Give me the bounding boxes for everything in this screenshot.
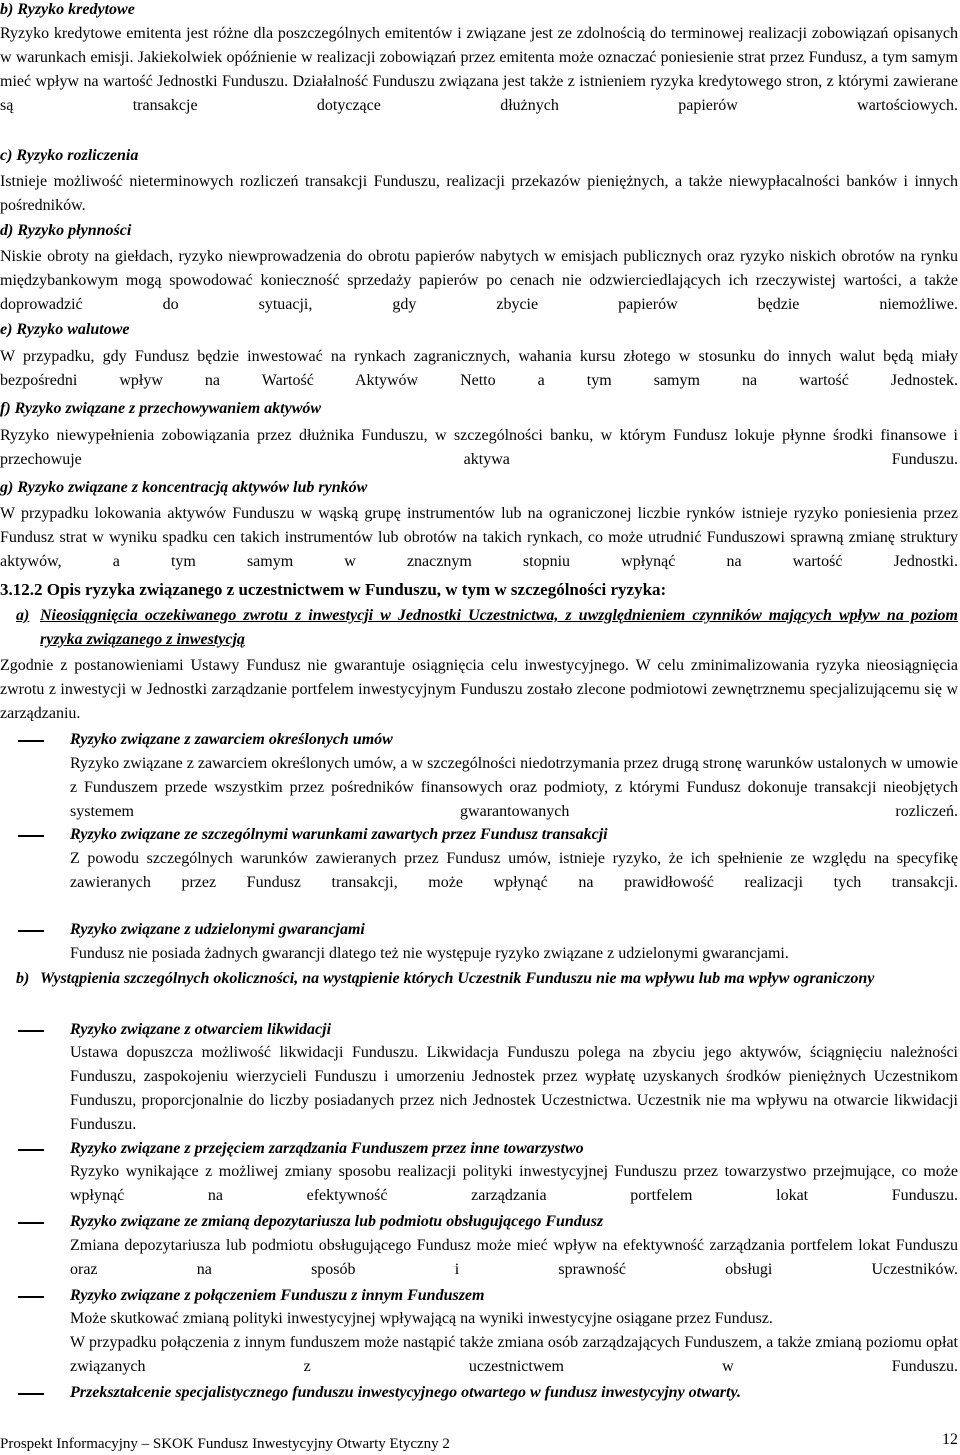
paragraph-concentration-risk: W przypadku lokowania aktywów Funduszu w wąską grupę instrumentów lub na ograniczonej liczbie rynków istnieje ryzyko poniesienia przez Fundusz strat w wyniku spadku cen takich instrumentów lub obrotów na takich rynkach, co może utrudnić Funduszowi sprawną zmianę struktury aktywów, a tym samym w znacznym stopniu wpłynąć na wartość Jednostki. (0, 505, 958, 570)
item-text-contracts: Ryzyko związane z zawarciem określonych umów, a w szczególności niedotrzymania przez drugą stronę warunków ustalonych w umowie z Funduszem przede wszystkim przez pośredników finansowych oraz podmioty, z którymi Fundusz dokonuje transakcji nieobjętych systemem gwarantowanych rozliczeń. (70, 755, 958, 820)
section-heading-3-12-2 (0, 578, 958, 602)
item-title-special-conditions: Ryzyko związane ze szczególnymi warunkami zawartych przez Fundusz transakcji (70, 826, 608, 843)
dash-bullet (18, 1222, 44, 1224)
paragraph-liquidity-risk: Niskie obroty na giełdach, ryzyko niewprowadzenia do obrotu papierów nabytych w emisjach publicznych oraz ryzyko niskich obrotów na rynku międzybankowym mogą spowodować konieczność sprzedaży papierów po cenach nie odzwierciedlających ich rzeczywistej wartości, a także doprowadzić do sytuacji, gdy zbycie papierów będzie niemożliwe. (0, 248, 958, 313)
footer-document-title: Prospekt Informacyjny – SKOK Fundusz Inwestycyjny Otwarty Etyczny 2 (0, 1436, 450, 1452)
dash-bullet (18, 1030, 44, 1032)
dash-bullet (18, 1149, 44, 1151)
paragraph-custody-risk: Ryzyko niewypełnienia zobowiązania przez dłużnika Funduszu, w szczególności banku, w którym Fundusz lokuje płynne środki finansowe i przechowuje aktywa Funduszu. (0, 427, 958, 468)
subsection-b-label: b) (16, 970, 30, 987)
item-title-merger: Ryzyko związane z połączeniem Funduszu z innym Funduszem (70, 1287, 485, 1304)
item-title-transformation: Przekształcenie specjalistycznego funduszu inwestycyjnego otwartego w fundusz inwestycyjny otwarty. (70, 1384, 741, 1401)
item-text-special-conditions: Z powodu szczególnych warunków zawieranych przez Fundusz umów, istnieje ryzyko, że ich spełnienie ze względu na specyfikę zawieranych przez Fundusz transakcji, może wpłynąć na prawidłowość realizacji tych transakcji. (70, 850, 958, 891)
section-number: 3.12.2 (0, 580, 43, 599)
paragraph-credit-risk: Ryzyko kredytowe emitenta jest różne dla poszczególnych emitentów i związane jest ze zdolnością do terminowej realizacji zobowiązań opisanych w warunkach emisji. Jakiekolwiek opóźnienie w realizacji zobowiązań przez emitenta może oznaczać poniesienie strat przez Fundusz, a tym samym mieć wpływ na wartość Jednostki Funduszu. Działalność Funduszu związana jest także z istnieniem ryzyka kredytowego stron, z którymi zawierane są transakcje dotyczące dłużnych papierów wartościowych. (0, 25, 958, 114)
item-text-guarantees: Fundusz nie posiada żadnych gwarancji dlatego też nie występuje ryzyko związane z udzielonymi gwarancjami. (70, 945, 789, 962)
heading-liquidity-risk: d) Ryzyko płynności (0, 222, 132, 239)
item-text-liquidation: Ustawa dopuszcza możliwość likwidacji Funduszu. Likwidacja Funduszu polega na zbyciu jego aktywów, ściągnięciu należności Funduszu, zaspokojeniu wierzycieli Funduszu i umorzeniu Jednostek przez wypłatę uzyskanych środków pieniężnych Uczestnikom Funduszu, proporcjonalnie do liczby posiadanych przez nich Jednostek Uczestnictwa. Uczestnik nie ma wpływu na otwarcie likwidacji Funduszu. (70, 1044, 958, 1133)
item-text-merger-line2: W przypadku połączenia z innym funduszem może nastąpić także zmiana osób zarządzających Funduszem, a także zmianą poziomu opłat związanych z uczestnictwem w Funduszu. (70, 1334, 958, 1375)
subsection-a-paragraph: Zgodnie z postanowieniami Ustawy Fundusz nie gwarantuje osiągnięcia celu inwestycyjnego. W celu zminimalizowania ryzyka nieosiągnięcia zwrotu z inwestycji w Jednostki zarządzanie portfelem inwestycyjnym Funduszu zostało zlecone podmiotowi zewnętrznemu specjalizującemu się w zarządzaniu. (0, 657, 958, 722)
item-title-takeover: Ryzyko związane z przejęciem zarządzania Funduszem przez inne towarzystwo (70, 1140, 584, 1157)
dash-bullet (18, 835, 44, 837)
subsection-b-title: Wystąpienia szczególnych okoliczności, na wystąpienie których Uczestnik Funduszu nie ma wpływu lub ma wpływ ograniczony (40, 970, 875, 987)
item-title-liquidation: Ryzyko związane z otwarciem likwidacji (70, 1021, 332, 1038)
item-title-depositary-change: Ryzyko związane ze zmianą depozytariusza lub podmiotu obsługującego Fundusz (70, 1213, 604, 1230)
section-title: Opis ryzyka związanego z uczestnictwem w Funduszu, w tym w szczególności ryzyka: (46, 580, 667, 599)
heading-settlement-risk: c) Ryzyko rozliczenia (0, 147, 139, 164)
dash-bullet (18, 1393, 44, 1395)
subsection-a-title: Nieosiągnięcia oczekiwanego zwrotu z inwestycji w Jednostki Uczestnictwa, z uwzględnieniem czynników mających wpływ na poziom ryzyka związanego z inwestycją (40, 607, 958, 648)
page-number: 12 (942, 1431, 958, 1448)
paragraph-settlement-risk: Istnieje możliwość nieterminowych rozliczeń transakcji Funduszu, realizacji przekazów pieniężnych, a także niewypłacalności banków i innych pośredników. (0, 173, 958, 214)
dash-bullet (18, 740, 44, 742)
paragraph-currency-risk: W przypadku, gdy Fundusz będzie inwestować na rynkach zagranicznych, wahania kursu złotego w stosunku do innych walut będą miały bezpośredni wpływ na Wartość Aktywów Netto a tym samym na wartość Jednostek. (0, 348, 958, 389)
item-text-depositary-change: Zmiana depozytariusza lub podmiotu obsługującego Fundusz może mieć wpływ na efektywność zarządzania portfelem lokat Funduszu oraz na sposób i sprawność obsługi Uczestników. (70, 1237, 958, 1278)
heading-currency-risk: e) Ryzyko walutowe (0, 321, 130, 338)
item-title-guarantees: Ryzyko związane z udzielonymi gwarancjami (70, 921, 365, 938)
heading-concentration-risk: g) Ryzyko związane z koncentracją aktywów lub rynków (0, 479, 368, 496)
heading-credit-risk: b) Ryzyko kredytowe (0, 1, 135, 18)
dash-bullet (18, 930, 44, 932)
subsection-a-label: a) (16, 607, 30, 624)
heading-custody-risk: f) Ryzyko związane z przechowywaniem aktywów (0, 400, 322, 417)
item-title-contracts: Ryzyko związane z zawarciem określonych umów (70, 731, 393, 748)
item-text-merger-line1: Może skutkować zmianą polityki inwestycyjnej wpływającą na wyniki inwestycyjne osiągane przez Fundusz. (70, 1310, 773, 1327)
item-text-takeover: Ryzyko wynikające z możliwej zmiany sposobu realizacji polityki inwestycyjnej Funduszu przez towarzystwo przejmujące, co może wpłynąć na efektywność zarządzania portfelem lokat Funduszu. (70, 1163, 958, 1204)
dash-bullet (18, 1296, 44, 1298)
